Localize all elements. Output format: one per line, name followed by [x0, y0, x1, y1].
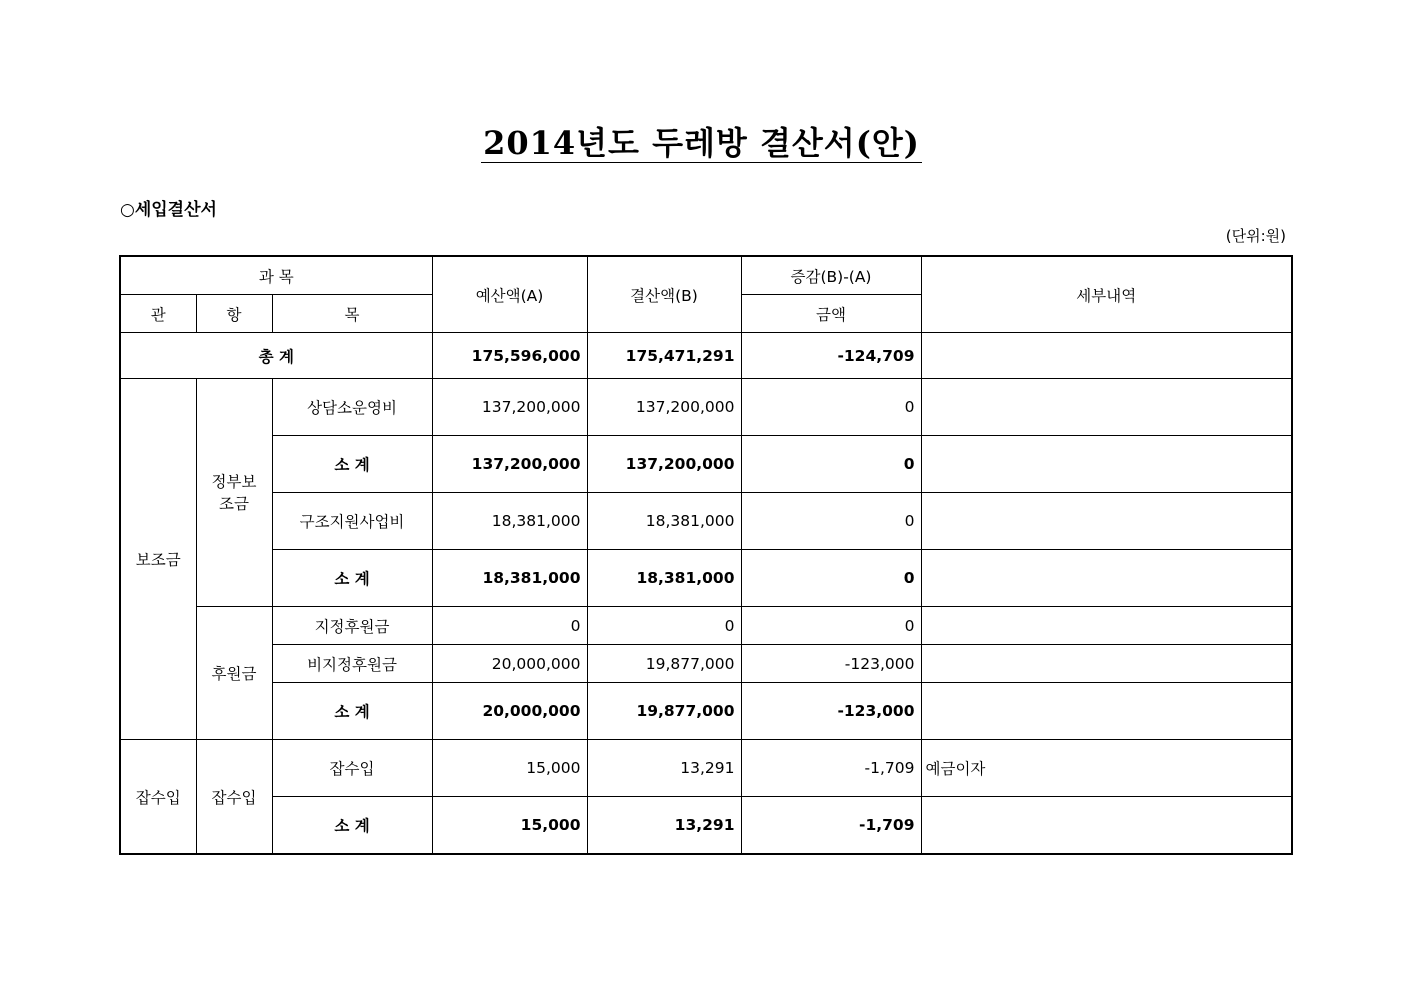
detail-cell — [921, 683, 1292, 740]
detail-cell — [921, 645, 1292, 683]
settlement-cell: 19,877,000 — [587, 645, 741, 683]
budget-cell: 20,000,000 — [432, 683, 587, 740]
header-gwamok: 과 목 — [120, 256, 432, 295]
diff-cell: -1,709 — [741, 797, 921, 855]
total-detail — [921, 333, 1292, 379]
hang-gov-subsidy: 정부보 조금 — [196, 379, 272, 607]
diff-cell: 0 — [741, 436, 921, 493]
header-budget: 예산액(A) — [432, 256, 587, 333]
mok-cell: 소 계 — [272, 436, 432, 493]
budget-cell: 18,381,000 — [432, 493, 587, 550]
diff-cell: -1,709 — [741, 740, 921, 797]
table-row — [120, 607, 1292, 645]
header-settlement: 결산액(B) — [587, 256, 741, 333]
settlement-cell: 19,877,000 — [587, 683, 741, 740]
detail-cell — [921, 493, 1292, 550]
settlement-cell: 18,381,000 — [587, 550, 741, 607]
subtotal-row — [120, 550, 1292, 607]
mok-cell: 비지정후원금 — [272, 645, 432, 683]
mok-cell: 소 계 — [272, 797, 432, 855]
table-row — [120, 493, 1292, 550]
budget-cell: 15,000 — [432, 797, 587, 855]
budget-cell: 20,000,000 — [432, 645, 587, 683]
detail-cell — [921, 797, 1292, 855]
total-budget: 175,596,000 — [432, 333, 587, 379]
budget-cell: 137,200,000 — [432, 379, 587, 436]
detail-cell — [921, 607, 1292, 645]
table-row — [120, 740, 1292, 797]
settlement-cell: 13,291 — [587, 740, 741, 797]
settlement-cell: 18,381,000 — [587, 493, 741, 550]
section-title: ○세입결산서 — [120, 200, 217, 220]
diff-cell: 0 — [741, 379, 921, 436]
total-settlement: 175,471,291 — [587, 333, 741, 379]
header-mok: 목 — [272, 295, 432, 333]
gwan-subsidy: 보조금 — [120, 379, 196, 740]
total-label: 총 계 — [120, 333, 432, 379]
diff-cell: -123,000 — [741, 683, 921, 740]
unit-label: (단위:원) — [1225, 227, 1286, 245]
subtotal-row — [120, 797, 1292, 855]
mok-cell: 잡수입 — [272, 740, 432, 797]
mok-cell: 구조지원사업비 — [272, 493, 432, 550]
total-row — [120, 333, 1292, 379]
settlement-cell: 137,200,000 — [587, 436, 741, 493]
detail-cell — [921, 550, 1292, 607]
diff-cell: -123,000 — [741, 645, 921, 683]
detail-cell — [921, 436, 1292, 493]
header-amount: 금액 — [741, 295, 921, 333]
total-diff: -124,709 — [741, 333, 921, 379]
diff-cell: 0 — [741, 607, 921, 645]
table-row — [120, 645, 1292, 683]
mok-cell: 지정후원금 — [272, 607, 432, 645]
hang-misc: 잡수입 — [196, 740, 272, 855]
subtotal-row — [120, 683, 1292, 740]
header-detail: 세부내역 — [921, 256, 1292, 333]
document-title-wrap — [0, 124, 1403, 163]
budget-cell: 137,200,000 — [432, 436, 587, 493]
subtotal-row — [120, 436, 1292, 493]
header-hang: 항 — [196, 295, 272, 333]
header-row-1 — [120, 256, 1292, 295]
header-gwan: 관 — [120, 295, 196, 333]
diff-cell: 0 — [741, 493, 921, 550]
hang-donation: 후원금 — [196, 607, 272, 740]
header-change: 증감(B)-(A) — [741, 256, 921, 295]
settlement-cell: 137,200,000 — [587, 379, 741, 436]
budget-cell: 0 — [432, 607, 587, 645]
detail-cell — [921, 379, 1292, 436]
diff-cell: 0 — [741, 550, 921, 607]
detail-cell: 예금이자 — [921, 740, 1292, 797]
mok-cell: 상담소운영비 — [272, 379, 432, 436]
mok-cell: 소 계 — [272, 550, 432, 607]
table-row — [120, 379, 1292, 436]
mok-cell: 소 계 — [272, 683, 432, 740]
settlement-cell: 13,291 — [587, 797, 741, 855]
settlement-cell: 0 — [587, 607, 741, 645]
gwan-misc: 잡수입 — [120, 740, 196, 855]
document-title: 2014년도 두레방 결산서(안) — [483, 124, 920, 162]
revenue-settlement-table — [119, 255, 1293, 855]
budget-cell: 18,381,000 — [432, 550, 587, 607]
budget-cell: 15,000 — [432, 740, 587, 797]
